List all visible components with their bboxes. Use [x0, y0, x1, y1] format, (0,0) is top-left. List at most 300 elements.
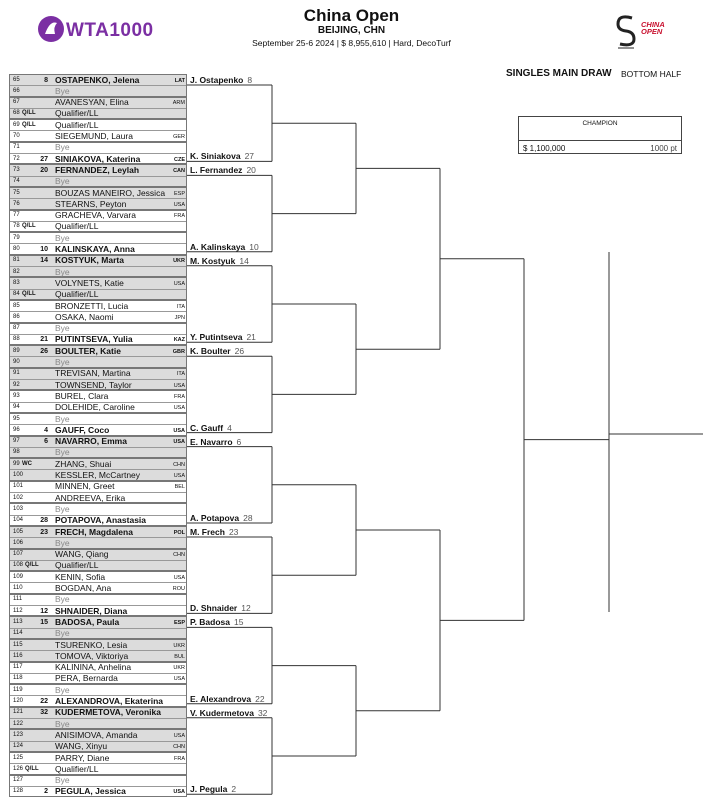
draw-entry [10, 357, 188, 368]
draw-entry [10, 572, 188, 583]
second-round-player-seed: 28 [243, 513, 253, 523]
draw-entry [10, 628, 188, 639]
player-name: PEGULA, Jessica [55, 786, 126, 797]
draw-entry [10, 75, 188, 86]
match-box [9, 390, 187, 413]
champion-label: CHAMPION [582, 120, 618, 127]
draw-position: 123 [13, 731, 24, 738]
second-round-player-seed: 26 [234, 346, 245, 357]
country-code: FRA [174, 393, 185, 400]
player-name: PARRY, Diane [55, 752, 110, 763]
player-name: OSAKA, Naomi [55, 311, 114, 322]
draw-entry [10, 459, 188, 470]
second-round-player [190, 151, 254, 161]
country-code: UKR [173, 258, 185, 265]
second-round-player [190, 784, 236, 794]
draw-position: 89 [13, 347, 20, 354]
player-name: Bye [55, 503, 70, 514]
country-code: CHN [173, 461, 185, 468]
player-name: Bye [55, 356, 70, 367]
player-name: KENIN, Sofia [55, 571, 106, 582]
draw-position: 93 [13, 392, 20, 399]
draw-position: 83 [13, 279, 20, 286]
country-code: JPN [174, 314, 185, 321]
china-open-logo-line1: CHINA [641, 20, 665, 29]
draw-position: 122 [13, 720, 24, 727]
match-box [9, 594, 187, 617]
second-round-player-name: A. Kalinskaya [190, 241, 246, 252]
draw-position: 100 [13, 471, 24, 478]
draw-entry [10, 741, 188, 752]
match-box [9, 707, 187, 730]
country-code: FRA [174, 755, 185, 762]
draw-entry [10, 142, 188, 153]
draw-position: 121 [13, 709, 24, 716]
player-name: Bye [55, 266, 70, 277]
country-code: USA [173, 382, 185, 389]
country-code: GBR [172, 348, 185, 355]
seed-number: 10 [40, 245, 48, 253]
player-name: PUTINTSEVA, Yulia [55, 334, 133, 345]
player-name: DOLEHIDE, Caroline [55, 402, 135, 413]
player-name: TREVISAN, Martina [55, 368, 131, 379]
second-round-player-name: K. Siniakova [190, 151, 241, 162]
draw-position: 109 [13, 573, 24, 580]
draw-position: 76 [13, 200, 20, 207]
country-code: USA [173, 472, 185, 479]
player-name: NAVARRO, Emma [55, 436, 127, 447]
draw-entry [10, 481, 188, 492]
second-round-player [190, 346, 244, 356]
draw-position: 111 [13, 596, 23, 603]
entry-status: WC [22, 460, 32, 467]
draw-position: 115 [13, 641, 23, 648]
match-box [9, 684, 187, 707]
draw-position: 120 [13, 697, 24, 704]
draw-position: 69 [13, 121, 20, 128]
draw-position: 90 [13, 358, 20, 365]
draw-entry [10, 154, 188, 165]
draw-entry [10, 560, 188, 571]
draw-entry [10, 436, 188, 447]
second-round-player-name: Y. Putintseva [190, 332, 243, 343]
draw-entry [10, 673, 188, 684]
country-code: LAT [174, 77, 185, 84]
player-name: ANISIMOVA, Amanda [55, 729, 138, 740]
player-name: FRECH, Magdalena [55, 526, 133, 537]
country-code: ESP [173, 190, 185, 197]
player-name: Qualifier/LL [55, 289, 99, 300]
country-code: ITA [176, 371, 185, 378]
second-round-player-seed: 20 [246, 165, 256, 176]
player-name: TOMOVA, Viktoriya [55, 650, 129, 661]
second-round-player-seed: 2 [231, 784, 237, 795]
draw-entry [10, 515, 188, 526]
country-code: FRA [174, 213, 185, 220]
draw-entry [10, 108, 188, 119]
second-round-player-seed: 22 [255, 693, 265, 704]
seed-number: 14 [40, 257, 48, 265]
seed-number: 4 [44, 426, 48, 434]
seed-number: 21 [40, 336, 48, 344]
match-box [9, 526, 187, 549]
draw-entry [10, 391, 188, 402]
draw-entry [10, 775, 188, 786]
player-name: GRACHEVA, Varvara [55, 210, 136, 221]
second-round-player-name: J. Pegula [190, 784, 228, 795]
seed-number: 6 [44, 438, 48, 446]
player-name: Bye [55, 176, 70, 187]
draw-entry [10, 255, 188, 266]
country-code: USA [173, 789, 185, 796]
player-name: KALININA, Anhelina [55, 662, 132, 673]
draw-entry [10, 753, 188, 764]
second-round-player-name: P. Badosa [190, 617, 231, 628]
player-name: ZHANG, Shuai [55, 458, 112, 469]
second-round-player [190, 694, 265, 704]
draw-position: 116 [13, 652, 23, 659]
seed-number: 28 [40, 517, 48, 525]
draw-position: 72 [13, 155, 20, 162]
player-name: KOSTYUK, Marta [55, 255, 124, 266]
second-round-player-name: M. Frech [190, 527, 225, 537]
draw-position: 126 [13, 765, 24, 772]
player-name: Bye [55, 447, 70, 458]
draw-entry [10, 764, 188, 775]
country-code: USA [173, 676, 185, 683]
draw-entry [10, 368, 188, 379]
second-round-player [190, 513, 253, 523]
second-round-player-name: A. Potapova [190, 513, 240, 523]
second-round-player [190, 437, 241, 447]
match-box [9, 277, 187, 300]
draw-position: 128 [13, 788, 24, 795]
draw-entry [10, 504, 188, 515]
player-name: ALEXANDROVA, Ekaterina [55, 695, 164, 706]
draw-entry [10, 594, 188, 605]
match-box [9, 639, 187, 662]
draw-position: 80 [13, 245, 20, 252]
seed-number: 23 [40, 528, 48, 536]
draw-position: 124 [13, 743, 24, 750]
match-box [9, 97, 187, 120]
second-round-player-name: M. Kostyuk [190, 255, 236, 266]
draw-position: 113 [13, 618, 23, 625]
match-box [9, 323, 187, 346]
player-name: ANDREEVA, Erika [55, 492, 126, 503]
country-code: USA [173, 201, 185, 208]
second-round-player-name: K. Boulter [190, 346, 231, 357]
draw-position: 82 [13, 268, 20, 275]
match-box [9, 616, 187, 639]
match-box [9, 752, 187, 775]
draw-entry [10, 470, 188, 481]
country-code: BEL [174, 484, 185, 491]
draw-entry [10, 707, 188, 718]
draw-position: 87 [13, 325, 20, 332]
match-box [9, 413, 187, 436]
player-name: BOGDAN, Ana [55, 582, 112, 593]
second-round-player-seed: 15 [234, 617, 244, 628]
match-box [9, 142, 187, 165]
draw-position: 101 [13, 483, 24, 490]
draw-entry [10, 493, 188, 504]
player-name: STEARNS, Peyton [55, 198, 127, 209]
draw-entry [10, 267, 188, 278]
match-box [9, 662, 187, 685]
second-round-player [190, 527, 238, 537]
champion-prize: $ 1,100,000 [523, 144, 566, 153]
draw-entry [10, 685, 188, 696]
country-code: UKR [173, 642, 185, 649]
country-code: CHN [173, 552, 185, 559]
draw-title: SINGLES MAIN DRAW [506, 68, 612, 79]
second-round-player [190, 617, 243, 627]
player-name: WANG, Qiang [55, 549, 109, 560]
draw-entry [10, 786, 188, 797]
draw-position: 96 [13, 426, 20, 433]
draw-entry [10, 334, 188, 345]
second-round-player-name: E. Alexandrova [190, 693, 252, 704]
tournament-location: BEIJING, CHN [317, 25, 386, 36]
player-name: GAUFF, Coco [55, 424, 110, 435]
draw-entry [10, 527, 188, 538]
second-round-player [190, 332, 256, 342]
country-code: ROU [172, 585, 185, 592]
player-name: BUREL, Clara [55, 390, 109, 401]
draw-entry [10, 549, 188, 560]
second-round-player-name: E. Navarro [190, 436, 233, 447]
match-box [9, 74, 187, 97]
match-box [9, 775, 187, 798]
second-round-player-seed: 21 [246, 332, 256, 343]
country-code: UKR [173, 665, 185, 672]
second-round-player [190, 256, 249, 266]
seed-number: 20 [40, 166, 48, 174]
draw-position: 106 [13, 539, 24, 546]
entry-status: Q/LL [25, 562, 39, 569]
draw-position: 68 [13, 110, 20, 117]
player-name: KESSLER, McCartney [55, 469, 141, 480]
draw-position: 103 [13, 505, 24, 512]
draw-entry [10, 323, 188, 334]
match-box [9, 164, 187, 187]
draw-position: 105 [13, 528, 24, 535]
country-code: GER [173, 133, 185, 140]
second-round-player-name: V. Kudermetova [190, 707, 254, 718]
draw-position: 78 [13, 223, 20, 230]
draw-position: 84 [13, 291, 20, 298]
player-name: Bye [55, 232, 70, 243]
match-box [9, 187, 187, 210]
draw-entry [10, 188, 188, 199]
draw-position: 127 [13, 777, 24, 784]
draw-entry [10, 380, 188, 391]
draw-entry [10, 176, 188, 187]
second-round-player-name: D. Shnaider [190, 603, 238, 614]
entry-status: Q/LL [22, 110, 36, 117]
player-name: BADOSA, Paula [55, 616, 120, 627]
draw-position: 74 [13, 178, 20, 185]
draw-entry [10, 425, 188, 436]
country-code: ITA [176, 303, 185, 310]
player-name: Qualifier/LL [55, 221, 99, 232]
draw-half: BOTTOM HALF [621, 69, 682, 79]
country-code: USA [173, 405, 185, 412]
player-name: Bye [55, 628, 70, 639]
seed-number: 8 [44, 76, 48, 84]
entry-status: Q/LL [22, 121, 36, 128]
second-round-player [190, 423, 232, 433]
draw-position: 70 [13, 132, 20, 139]
second-round-player [190, 165, 256, 175]
second-round-player-seed: 27 [244, 151, 255, 162]
draw-position: 86 [13, 313, 20, 320]
player-name: KUDERMETOVA, Veronika [55, 707, 161, 718]
player-name: TSURENKO, Lesia [55, 639, 128, 650]
draw-position: 65 [13, 76, 20, 83]
draw-entry [10, 221, 188, 232]
player-name: BRONZETTI, Lucia [55, 300, 129, 311]
player-name: Bye [55, 142, 70, 153]
draw-position: 110 [13, 584, 23, 591]
seed-number: 12 [40, 607, 48, 615]
draw-position: 104 [13, 517, 24, 524]
second-round-player [190, 242, 259, 252]
country-code: CZE [174, 156, 185, 163]
china-open-logo-line2: OPEN [641, 27, 663, 36]
draw-entry [10, 651, 188, 662]
match-box [9, 481, 187, 504]
player-name: WANG, Xinyu [55, 741, 108, 752]
draw-position: 75 [13, 189, 20, 196]
champion-points: 1000 pt [650, 144, 677, 153]
draw-entry [10, 131, 188, 142]
draw-entry [10, 730, 188, 741]
draw-entry [10, 606, 188, 617]
second-round-player-seed: 14 [239, 255, 249, 266]
seed-number: 22 [40, 697, 48, 705]
player-name: POTAPOVA, Anastasia [55, 515, 147, 526]
draw-entry [10, 97, 188, 108]
match-box [9, 300, 187, 323]
draw-position: 91 [13, 370, 20, 377]
second-round-player-seed: 12 [241, 603, 251, 614]
match-box [9, 458, 187, 481]
draw-entry [10, 244, 188, 255]
player-name: Bye [55, 594, 70, 605]
draw-position: 97 [13, 438, 20, 445]
draw-entry [10, 662, 188, 673]
second-round-player-name: J. Ostapenko [190, 75, 244, 85]
draw-position: 108 [13, 562, 24, 569]
draw-position: 99 [13, 460, 20, 467]
draw-position: 125 [13, 754, 24, 761]
player-name: OSTAPENKO, Jelena [55, 74, 140, 85]
draw-position: 119 [13, 686, 23, 693]
draw-position: 112 [13, 607, 23, 614]
player-name: SINIAKOVA, Katerina [55, 153, 141, 164]
player-name: PERA, Bernarda [55, 673, 118, 684]
country-code: CAN [173, 167, 185, 174]
seed-number: 2 [44, 788, 48, 796]
draw-entry [10, 86, 188, 97]
tournament-info: September 25-6 2024 | $ 8,955,610 | Hard, DecoTurf [252, 38, 451, 48]
seed-number: 26 [40, 347, 48, 355]
country-code: CHN [173, 744, 185, 751]
match-box [9, 503, 187, 526]
draw-entry [10, 640, 188, 651]
draw-position: 102 [13, 494, 24, 501]
entry-status: Q/LL [25, 765, 39, 772]
draw-entry [10, 301, 188, 312]
draw-entry [10, 346, 188, 357]
player-name: Qualifier/LL [55, 560, 99, 571]
draw-position: 118 [13, 675, 23, 682]
player-name: KALINSKAYA, Anna [55, 243, 135, 254]
country-code: USA [173, 439, 185, 446]
second-round-player-seed: 6 [236, 436, 242, 447]
player-name: FERNANDEZ, Leylah [55, 164, 140, 175]
match-box [9, 255, 187, 278]
player-name: SHNAIDER, Diana [55, 605, 128, 616]
draw-position: 77 [13, 212, 20, 219]
second-round-player-seed: 8 [247, 75, 253, 85]
second-round-player-seed: 10 [249, 241, 259, 252]
draw-entry [10, 199, 188, 210]
player-name: BOULTER, Katie [55, 345, 121, 356]
wta-logo-text: WTA1000 [66, 20, 154, 41]
country-code: USA [173, 732, 185, 739]
country-code: USA [173, 427, 185, 434]
country-code: ESP [173, 619, 185, 626]
draw-entry [10, 165, 188, 176]
player-name: Bye [55, 537, 70, 548]
player-name: Qualifier/LL [55, 119, 99, 130]
draw-entry [10, 414, 188, 425]
player-name: Bye [55, 684, 70, 695]
draw-position: 81 [13, 257, 20, 264]
seed-number: 32 [40, 709, 48, 717]
draw-position: 94 [13, 404, 20, 411]
player-name: Qualifier/LL [55, 108, 99, 119]
country-code: KAZ [173, 337, 185, 344]
player-name: VOLYNETS, Katie [55, 277, 124, 288]
draw-position: 114 [13, 630, 23, 637]
draw-position: 95 [13, 415, 20, 422]
draw-position: 107 [13, 551, 24, 558]
country-code: BUL [174, 653, 185, 660]
draw-entry [10, 289, 188, 300]
player-name: Bye [55, 85, 70, 96]
entry-status: Q/LL [22, 291, 36, 298]
draw-position: 71 [13, 144, 20, 151]
match-box [9, 368, 187, 391]
match-box [9, 549, 187, 572]
match-box [9, 232, 187, 255]
draw-entry [10, 538, 188, 549]
country-code: USA [173, 574, 185, 581]
country-code: USA [173, 280, 185, 287]
draw-position: 85 [13, 302, 20, 309]
second-round-player-seed: 23 [228, 527, 239, 537]
match-box [9, 436, 187, 459]
draw-entry [10, 402, 188, 413]
second-round-player [190, 75, 252, 85]
draw-position: 92 [13, 381, 20, 388]
match-box [9, 210, 187, 233]
match-box [9, 119, 187, 142]
